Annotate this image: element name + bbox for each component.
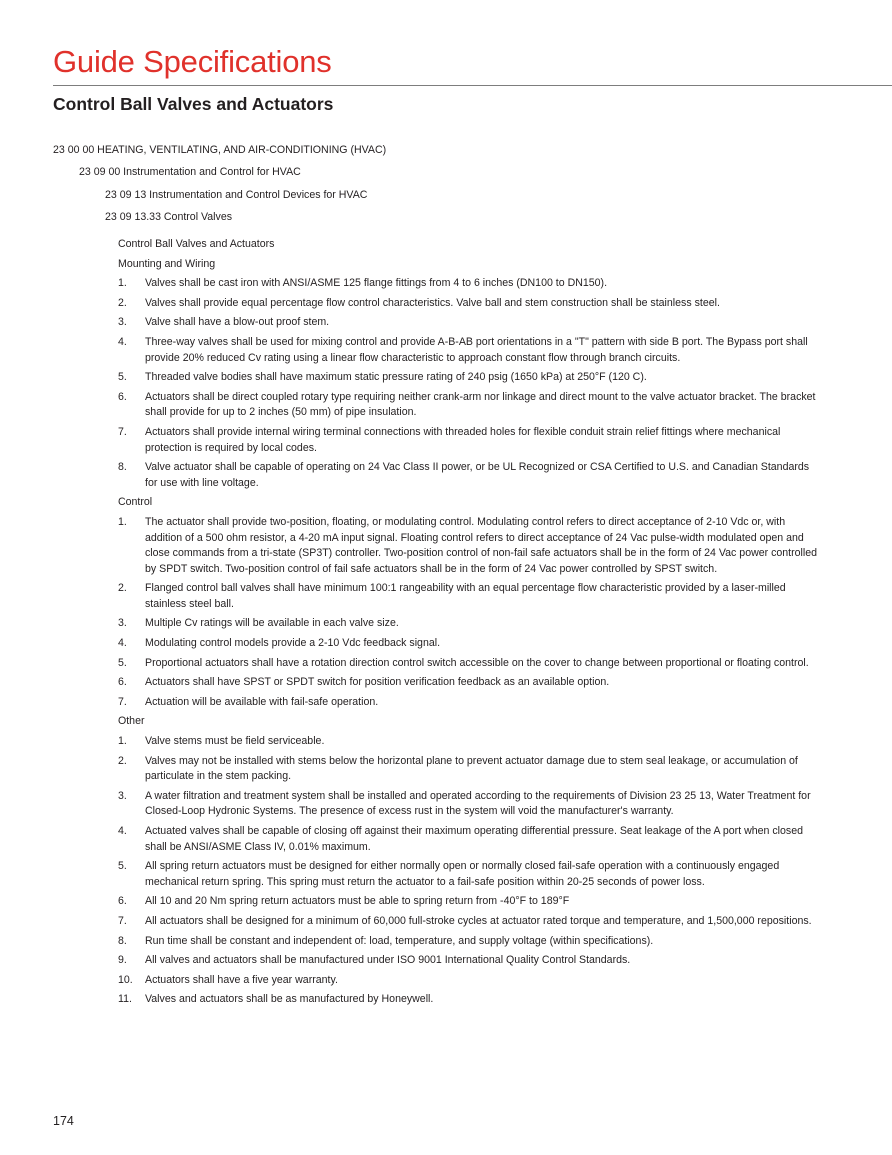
list-item xyxy=(118,616,818,632)
section-heading: Mounting and Wiring xyxy=(118,257,216,270)
list-item-text: Valve stems must be field serviceable. xyxy=(145,735,325,748)
list-item-number: 9. xyxy=(118,954,127,967)
list-item-text: All 10 and 20 Nm spring return actuators must be able to spring return from -40°F to 189°F xyxy=(145,895,570,908)
list-item-number: 3. xyxy=(118,617,127,630)
list-item xyxy=(118,953,818,969)
list-item xyxy=(118,460,818,491)
list-item xyxy=(118,296,818,312)
list-item-text: Actuators shall provide internal wiring terminal connections with threaded holes for flexible conduit strain relief fittings where mechanical protection is required by local codes. xyxy=(145,425,781,454)
spec-heading-control-valves: 23 09 13.33 Control Valves xyxy=(105,211,233,223)
list-item xyxy=(118,335,818,366)
list-item-number: 1. xyxy=(118,277,127,290)
list-item xyxy=(118,754,818,785)
list-item-number: 6. xyxy=(118,895,127,908)
list-item-number: 2. xyxy=(118,296,127,309)
list-item-number: 4. xyxy=(118,825,127,837)
list-item-text: Actuators shall have a five year warranty. xyxy=(145,973,338,986)
list-item xyxy=(118,315,818,331)
list-item-number: 3. xyxy=(118,789,127,802)
list-item xyxy=(118,973,818,989)
list-item-text: Actuators shall have SPST or SPDT switch for position verification feedback as an available option. xyxy=(145,676,610,689)
list-item-number: 10. xyxy=(118,973,133,986)
list-item xyxy=(118,789,818,820)
list-item-number: 6. xyxy=(118,676,127,689)
spec-heading-division: 23 00 00 HEATING, VENTILATING, AND AIR-CONDITIONING (HVAC) xyxy=(53,144,387,156)
list-item-number: 5. xyxy=(118,656,127,669)
list-item-text: Flanged control ball valves shall have minimum 100:1 rangeability with an equal percentage flow characteristic provided by a laser-milled stainless steel ball. xyxy=(145,582,786,610)
section-heading: Control xyxy=(118,496,153,509)
list-item-text: Three-way valves shall be used for mixing control and provide A-B-AB port orientations in a "T" pattern with side B port. The Bypass port shall provide 20% reduced Cv rating using a linear flow characteristic to approach constant flow through branch circuits. xyxy=(145,335,808,364)
list-item-number: 2. xyxy=(118,754,127,767)
list-item-text: Valves and actuators shall be as manufactured by Honeywell. xyxy=(145,993,434,1006)
list-item-number: 5. xyxy=(118,371,127,384)
list-item-number: 8. xyxy=(118,461,127,474)
list-item-text: Valve actuator shall be capable of operating on 24 Vac Class II power, or be UL Recognized or CSA Certified to U.S. and Canadian Standards for use with line voltage. xyxy=(145,461,810,489)
list-item-text: Run time shall be constant and independent of: load, temperature, and supply voltage (within specifications). xyxy=(145,934,654,947)
list-item-text: Modulating control models provide a 2-10 Vdc feedback signal. xyxy=(145,637,441,650)
list-item xyxy=(118,581,818,612)
list-item xyxy=(118,914,818,930)
list-item-number: 1. xyxy=(118,515,127,528)
list-item xyxy=(118,934,818,950)
spec-heading-section: 23 09 00 Instrumentation and Control for HVAC xyxy=(79,166,301,178)
page-number: 174 xyxy=(53,1114,74,1128)
list-item-text: Proportional actuators shall have a rotation direction control switch accessible on the cover to change between proportional or floating control. xyxy=(145,656,809,669)
list-item xyxy=(118,656,818,672)
list-item-text: Threaded valve bodies shall have maximum static pressure rating of 240 psig (1650 kPa) at 250°F (120 C). xyxy=(145,371,647,384)
list-item-number: 3. xyxy=(118,316,127,329)
section-heading: Other xyxy=(118,715,145,728)
list-item-number: 8. xyxy=(118,934,127,947)
list-item-number: 6. xyxy=(118,390,127,403)
list-item-number: 4. xyxy=(118,637,127,650)
list-item-text: A water filtration and treatment system shall be installed and operated according to the requirements of Division 23 25 13, Water Treatment for Closed-Loop Hydronic Systems. The presence of excess rust in the system will void the manufacturer's warranty. xyxy=(145,789,811,818)
list-item-text: All valves and actuators shall be manufactured under ISO 9001 International Quality Control Standards. xyxy=(145,954,631,967)
list-item-number: 4. xyxy=(118,335,127,348)
list-item-text: Valves may not be installed with stems below the horizontal plane to prevent actuator damage due to stem seal leakage, or accumulation of particulate in the stem packing. xyxy=(145,754,798,783)
list-item xyxy=(118,992,818,1008)
list-item xyxy=(118,390,818,421)
list-item xyxy=(118,515,818,577)
intro-heading: Control Ball Valves and Actuators xyxy=(118,238,275,250)
list-item xyxy=(118,859,818,890)
list-item-number: 11. xyxy=(118,993,132,1006)
list-item xyxy=(118,370,818,386)
list-item xyxy=(118,824,818,855)
list-item-text: Multiple Cv ratings will be available in each valve size. xyxy=(145,617,399,630)
list-item xyxy=(118,894,818,910)
list-item-text: All spring return actuators must be designed for either normally open or normally closed fail-safe operation with a continuously engaged mechanical return spring. This spring must return the actuator to a fail-safe position within 20-25 seconds of power loss. xyxy=(145,860,780,888)
list-item-text: The actuator shall provide two-position, floating, or modulating control. Modulating control refers to direct acceptance of 2-10 Vdc or, with addition of a 500 ohm resistor, a 4-20 mA input signal. Floating control refers to direct acceptance of 24 Vac pulse-width modulated open and close commands from a tri-state (SP3T) controller. Two-position control of non-fail safe actuators shall be in the form of 24 Vac power controlled by SPDT switch. Two-position control of fail safe actuators shall be in the form of 24 Vac power controlled by SPST switch. xyxy=(145,515,818,575)
list-item xyxy=(118,425,818,456)
spec-body xyxy=(118,237,818,1012)
list-item-text: Valves shall be cast iron with ANSI/ASME 125 flange fittings from 4 to 6 inches (DN100 to DN150). xyxy=(145,277,608,290)
list-item xyxy=(118,734,818,750)
list-item-number: 7. xyxy=(118,914,127,927)
list-item-number: 1. xyxy=(118,735,127,748)
list-item-text: Valves shall provide equal percentage flow control characteristics. Valve ball and stem construction shall be stainless steel. xyxy=(145,296,720,309)
list-item-text: All actuators shall be designed for a minimum of 60,000 full-stroke cycles at actuator rated torque and temperature, and 1,500,000 repositions. xyxy=(145,914,812,927)
list-item-number: 2. xyxy=(118,582,127,595)
list-item-text: Actuation will be available with fail-safe operation. xyxy=(145,695,379,708)
page-title: Guide Specifications xyxy=(53,44,332,79)
list-item-text: Actuators shall be direct coupled rotary type requiring neither crank-arm nor linkage and direct mount to the valve actuator bracket. The bracket shall provide for up to 2 inches (50 mm) of pipe insulation. xyxy=(145,390,816,419)
list-item-number: 7. xyxy=(118,425,127,438)
list-item xyxy=(118,636,818,652)
list-item-number: 7. xyxy=(118,695,127,708)
list-item-text: Actuated valves shall be capable of closing off against their maximum operating differential pressure. Seat leakage of the A port when closed shall be ANSI/ASME Class IV, 0.01% maximum. xyxy=(145,825,803,853)
list-item xyxy=(118,675,818,691)
list-item-number: 5. xyxy=(118,860,127,873)
spec-heading-subsection: 23 09 13 Instrumentation and Control Devices for HVAC xyxy=(105,189,368,201)
list-item-text: Valve shall have a blow-out proof stem. xyxy=(145,316,330,329)
title-divider xyxy=(53,85,892,86)
list-item xyxy=(118,276,818,292)
page-subtitle: Control Ball Valves and Actuators xyxy=(53,94,334,114)
list-item xyxy=(118,695,818,711)
